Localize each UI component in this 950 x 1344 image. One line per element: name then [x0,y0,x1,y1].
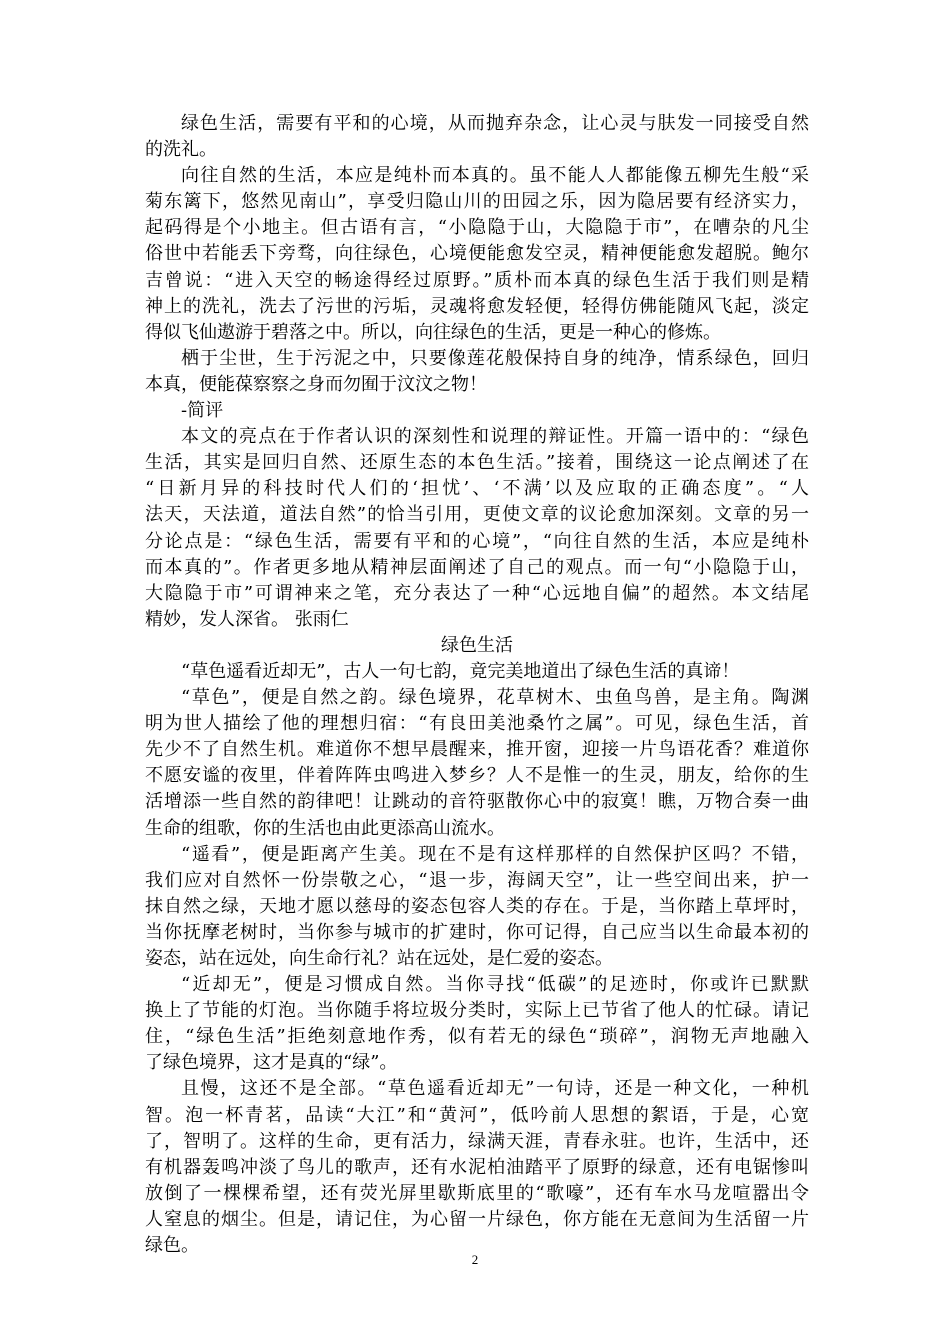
text-line: “草色”，便是自然之韵。绿色境界，花草树木、虫鱼鸟兽，是主角。陶渊 [181,687,809,709]
text-line: 了，智明了。这样的生命，更有活力，绿满天涯，青春永驻。也许，生活中，还 [145,1130,809,1152]
text-line: 绿色。 [145,1235,199,1257]
text-line: “遥看”，便是距离产生美。现在不是有这样那样的自然保护区吗？不错， [181,843,809,865]
text-line: 明为世人描绘了他的理想归宿：“有良田美池桑竹之属”。可见，绿色生活，首 [145,713,809,735]
document-body [145,111,809,1259]
text-line: 生命的组歌，你的生活也由此更添高山流水。 [145,817,505,839]
text-line: 姿态，站在远处，向生命行礼？站在远处，是仁爱的姿态。 [145,948,613,969]
text-line: 活增添一些自然的韵律吧！让跳动的音符驱散你心中的寂寞！瞧，万物合奏一曲 [145,791,809,813]
text-line: 起码得是个小地主。但古语有言，“小隐隐于山，大隐隐于市”，在嘈杂的凡尘 [145,217,809,239]
text-line: 吉曾说：“进入天空的畅途得经过原野。”质朴而本真的绿色生活于我们则是精 [145,269,809,291]
text-line: 本真，便能葆察察之身而勿囿于汶汶之物！ [145,373,487,395]
text-line: 有机器轰鸣冲淡了鸟儿的歌声，还有水泥柏油踏平了原野的绿意，还有电锯惨叫 [145,1156,809,1178]
text-line: 栖于尘世，生于污泥之中，只要像莲花般保持自身的纯净，情系绿色，回归 [181,347,809,369]
text-line: 不愿安谧的夜里，伴着阵阵虫鸣进入梦乡？人不是惟一的生灵，朋友，给你的生 [145,765,809,787]
text-line: 换上了节能的灯泡。当你随手将垃圾分类时，实际上已节省了他人的忙碌。请记 [145,1000,809,1022]
text-line: 向往自然的生活，本应是纯朴而本真的。虽不能人人都能像五柳先生般“采 [181,165,809,187]
text-line: 人窒息的烟尘。但是，请记住，为心留一片绿色，你方能在无意间为生活留一片 [145,1208,809,1230]
text-line: 先少不了自然生机。难道你不想早晨醒来，推开窗，迎接一片鸟语花香？难道你 [145,739,809,761]
text-line: -简评 [181,400,224,422]
text-line: 精妙，发人深省。 张雨仁 [145,608,349,630]
text-line: 分论点是：“绿色生活，需要有平和的心境”，“向往自然的生活，本应是纯朴 [145,530,809,552]
text-line: 了绿色境界，这才是真的“绿”。 [145,1052,398,1074]
text-line: 的洗礼。 [145,139,217,161]
text-line: 本文的亮点在于作者认识的深刻性和说理的辩证性。开篇一语中的：“绿色 [181,426,809,448]
text-line: “近却无”，便是习惯成自然。当你寻找“低碳”的足迹时，你或许已默默 [181,974,809,996]
text-line: 放倒了一棵棵希望，还有荧光屏里歇斯底里的“歌嚎”，还有车水马龙喧嚣出令 [145,1182,809,1204]
text-line: 俗世中若能丢下旁骛，向往绿色，心境便能愈发空灵，精神便能愈发超脱。鲍尔 [145,243,809,265]
text-line: 法天，天法道，道法自然”的恰当引用，更使文章的议论愈加深刻。文章的另一 [145,504,809,526]
text-line: 我们应对自然怀一份崇敬之心，“退一步，海阔天空”，让一些空间出来，护一 [145,869,809,891]
text-line: 抹自然之绿，天地才愿以慈母的姿态包容人类的存在。于是，当你踏上草坪时， [145,895,809,917]
section-title: 绿色生活 [441,634,513,656]
text-line: 绿色生活，需要有平和的心境，从而抛弃杂念，让心灵与肤发一同接受自然 [181,113,809,134]
text-line: 得似飞仙遨游于碧落之中。所以，向往绿色的生活，更是一种心的修炼。 [145,321,721,343]
text-line: “草色遥看近却无”，古人一句七韵，竟完美地道出了绿色生活的真谛！ [181,660,740,682]
text-line: 菊东篱下，悠然见南山”，享受归隐山川的田园之乐，因为隐居要有经济实力， [145,191,809,213]
text-line: 神上的洗礼，洗去了污世的污垢，灵魂将愈发轻便，轻得仿佛能随风飞起，淡定 [145,295,809,317]
text-line: 当你抚摩老树时，当你参与城市的扩建时，你可记得，自己应当以生命最本初的 [145,921,809,943]
text-line: 大隐隐于市”可谓神来之笔，充分表达了一种“心远地自偏”的超然。本文结尾 [145,582,809,604]
page-number: 2 [471,1252,479,1267]
text-line: 住，“绿色生活”拒绝刻意地作秀，似有若无的绿色“琐碎”，润物无声地融入 [145,1026,809,1048]
text-line: 而本真的”。作者更多地从精神层面阐述了自己的观点。而一句“小隐隐于山， [145,556,809,578]
text-line: 生活，其实是回归自然、还原生态的本色生活。”接着，围绕这一论点阐述了在 [145,452,809,474]
text-line: 智。泡一杯青茗，品读“大江”和“黄河”，低吟前人思想的絮语，于是，心宽 [145,1104,809,1126]
text-line: “日新月异的科技时代人们的‘担忧’、‘不满’以及应取的正确态度”。“人 [145,478,809,500]
text-line: 且慢，这还不是全部。“草色遥看近却无”一句诗，还是一种文化，一种机 [181,1078,809,1100]
